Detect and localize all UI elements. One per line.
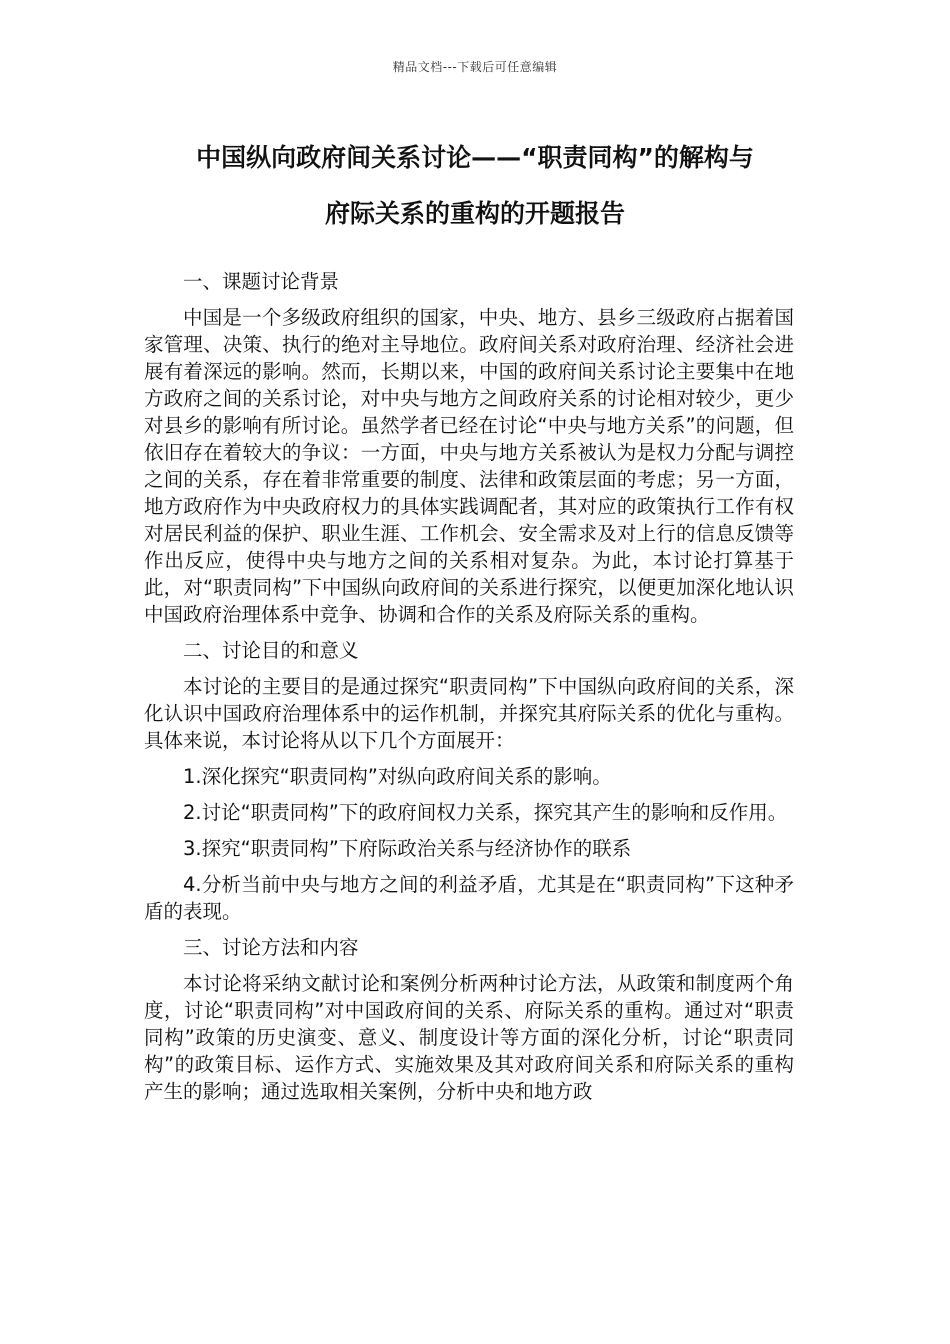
purpose-item-3: 3.探究“职责同构”下府际政治关系与经济协作的联系 (183, 837, 632, 860)
method-paragraph: 本讨论将采纳文献讨论和案例分析两种讨论方法，从政策和制度两个角度，讨论“职责同构”对中国政府间的关系、府际关系的重构。通过对“职责同构”政策的历史演变、意义、制度设计等方面的深化分析，讨论“职责同构”的政策目标、运作方式、实施效果及其对政府间关系和府际关系的重构产生的影响；通过选取相关案例，分析中央和地方政 (144, 972, 794, 1103)
purpose-item-1: 1.深化探究“职责同构”对纵向政府间关系的影响。 (183, 765, 612, 788)
document-body (144, 268, 794, 1114)
section-heading-purpose: 二、讨论目的和意义 (183, 639, 359, 662)
purpose-item-2: 2.讨论“职责同构”下的政府间权力关系，探究其产生的影响和反作用。 (183, 801, 788, 824)
section-heading-background: 一、课题讨论背景 (183, 270, 340, 293)
title-line-2: 府际关系的重构的开题报告 (324, 199, 625, 228)
background-paragraph: 中国是一个多级政府组织的国家，中央、地方、县乡三级政府占据着国家管理、决策、执行的绝对主导地位。政府间关系对政府治理、经济社会进展有着深远的影响。然而，长期以来，中国的政府间关系讨论主要集中在地方政府之间的关系讨论，对中央与地方之间政府关系的讨论相对较少，更少对县乡的影响有所讨论。虽然学者已经在讨论“中央与地方关系”的问题，但依旧存在着较大的争议：一方面，中央与地方关系被认为是权力分配与调控之间的关系，存在着非常重要的制度、法律和政策层面的考虑；另一方面，地方政府作为中央政府权力的具体实践调配者，其对应的政策执行工作有权对居民利益的保护、职业生涯、工作机会、安全需求及对上行的信息反馈等作出反应，使得中央与地方之间的关系相对复杂。为此，本讨论打算基于此，对“职责同构”下中国纵向政府间的关系进行探究，以便更加深化地认识中国政府治理体系中竞争、协调和合作的关系及府际关系的重构。 (144, 306, 794, 626)
document-title (120, 130, 830, 242)
header-note: 精品文档---下载后可任意编辑 (392, 60, 558, 74)
title-line-1: 中国纵向政府间关系讨论——“职责同构”的解构与 (196, 143, 754, 172)
purpose-paragraph: 本讨论的主要目的是通过探究“职责同构”下中国纵向政府间的关系，深化认识中国政府治理体系中的运作机制，并探究其府际关系的优化与重构。具体来说，本讨论将从以下几个方面展开： (144, 675, 794, 752)
section-heading-method: 三、讨论方法和内容 (183, 936, 359, 959)
purpose-item-4: 4.分析当前中央与地方之间的利益矛盾，尤其是在“职责同构”下这种矛盾的表现。 (144, 873, 794, 923)
